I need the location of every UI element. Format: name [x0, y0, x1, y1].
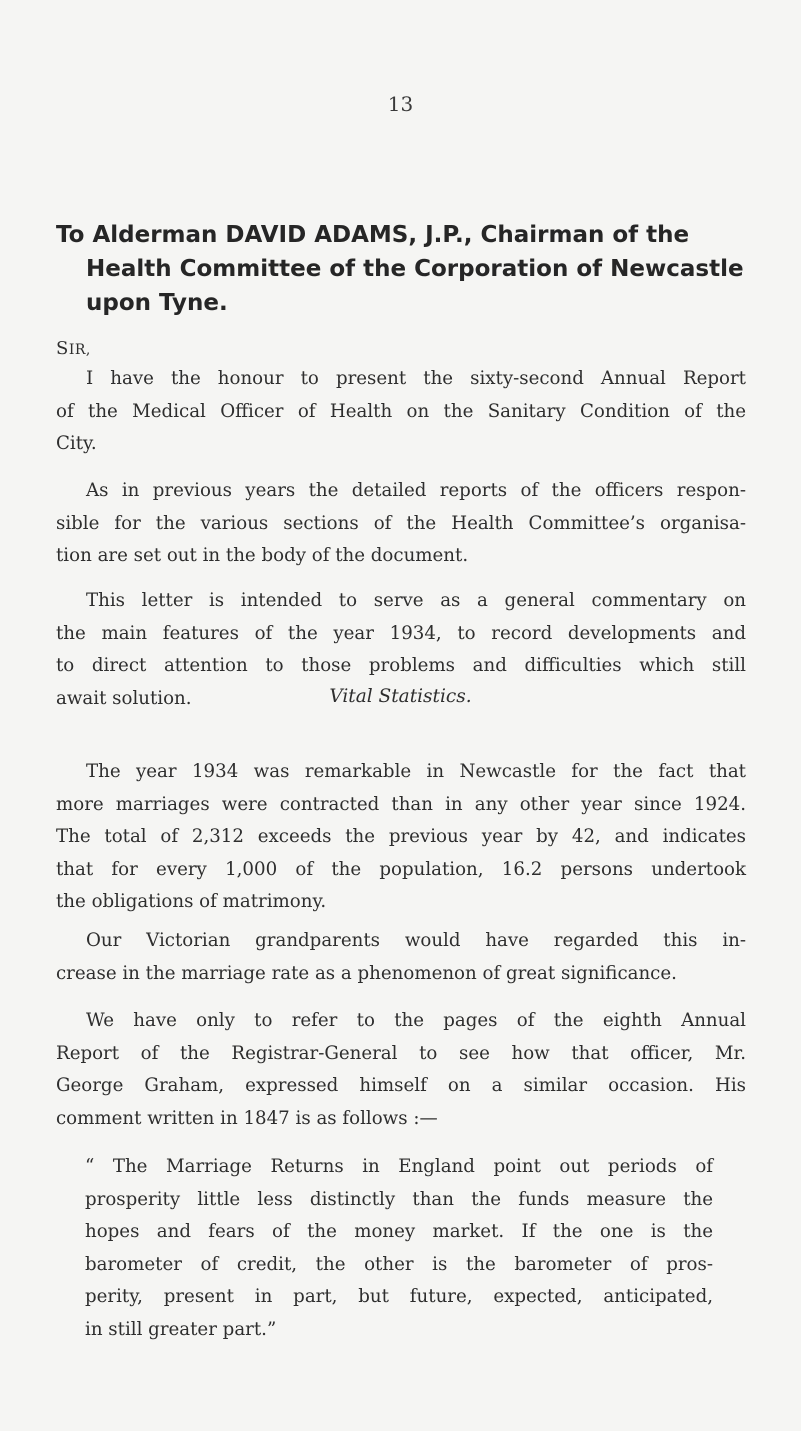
quote-line: barometer of credit, the other is the barometer of pros- — [85, 1253, 713, 1275]
paragraph-line: comment written in 1847 is as follows :— — [56, 1107, 438, 1129]
paragraph-line: await solution. — [56, 687, 192, 709]
quote-line: in still greater part.” — [85, 1318, 277, 1340]
paragraph-4 — [56, 756, 746, 919]
heading-line-1: To Alderman DAVID ADAMS, J.P., Chairman of the — [56, 222, 690, 248]
paragraph-line: George Graham, expressed himself on a similar occasion. His — [56, 1075, 746, 1096]
quotation — [85, 1151, 713, 1346]
paragraph-line: Our Victorian grandparents would have regarded this in- — [86, 930, 746, 951]
paragraph-1 — [56, 363, 746, 461]
salutation — [56, 338, 91, 359]
quote-line: “ The Marriage Returns in England point out periods of — [85, 1156, 713, 1177]
paragraph-line: that for every 1,000 of the population, 16.2 persons undertook — [56, 858, 746, 880]
section-title: Vital Statistics. — [329, 686, 472, 707]
paragraph-6 — [56, 1005, 746, 1135]
paragraph-line: We have only to refer to the pages of the eighth Annual — [86, 1010, 746, 1031]
heading-line-2: Health Committee of the Corporation of Newcastle — [86, 256, 744, 282]
paragraph-line: tion are set out in the body of the document. — [56, 545, 469, 566]
salutation-initial: S — [56, 338, 69, 359]
paragraph-line: As in previous years the detailed reports of the officers respon- — [86, 480, 746, 501]
heading-line-3: upon Tyne. — [86, 290, 228, 316]
paragraph-line: of the Medical Officer of Health on the Sanitary Condition of the — [56, 400, 746, 422]
salutation-rest: IR, — [68, 342, 91, 358]
paragraph-line: more marriages were contracted than in any other year since 1924. — [56, 793, 746, 815]
page-number: 13 — [387, 92, 414, 116]
paragraph-line: The year 1934 was remarkable in Newcastle for the fact that — [86, 761, 746, 782]
paragraph-line: I have the honour to present the sixty-second Annual Report — [86, 368, 746, 389]
paragraph-line: crease in the marriage rate as a phenomenon of great significance. — [56, 962, 677, 984]
quote-line: perity, present in part, but future, expected, anticipated, — [85, 1286, 713, 1307]
paragraph-line: The total of 2,312 exceeds the previous year by 42, and indicates — [56, 826, 746, 847]
paragraph-line: This letter is intended to serve as a general commentary on — [86, 590, 746, 611]
letter-heading — [56, 218, 756, 320]
paragraph-line: Report of the Registrar-General to see how that officer, Mr. — [56, 1042, 746, 1064]
quote-line: hopes and fears of the money market. If the one is the — [85, 1221, 713, 1242]
paragraph-line: the main features of the year 1934, to record developments and — [56, 622, 746, 644]
paragraph-5 — [56, 925, 746, 990]
quote-line: prosperity little less distinctly than the funds measure the — [85, 1188, 713, 1210]
paragraph-line: the obligations of matrimony. — [56, 891, 327, 912]
paragraph-line: sible for the various sections of the Health Committee’s organisa- — [56, 512, 746, 534]
paragraph-2 — [56, 475, 746, 573]
paragraph-line: City. — [56, 433, 97, 454]
paragraph-line: to direct attention to those problems and difficulties which still — [56, 655, 746, 676]
